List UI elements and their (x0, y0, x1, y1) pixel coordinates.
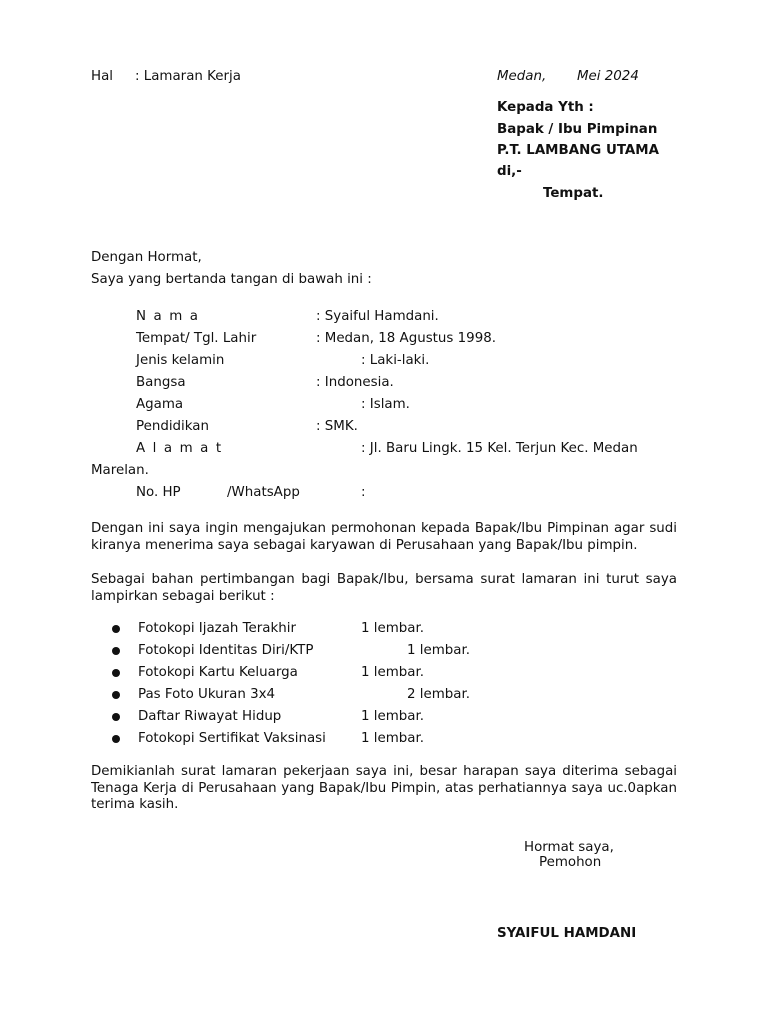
letter-place: Medan, (497, 69, 547, 84)
attachment-item-5: Daftar Riwayat Hidup (138, 709, 282, 724)
attachment-qty-2: 1 lembar. (407, 643, 471, 658)
closing-paragraph: Demikianlah surat lamaran pekerjaan saya ini, besar harapan saya diterima sebagai Tenaga Kerja di Perusahaan yang Bapak/Ibu Pimpin, atas perhatiannya saya uc.0apkan terima kasih. (91, 764, 677, 813)
signature-name: SYAIFUL HAMDANI (497, 926, 637, 941)
recipient-line-2: Bapak / Ibu Pimpinan (497, 122, 658, 137)
attachment-item-4: Pas Foto Ukuran 3x4 (138, 687, 276, 702)
identity-label-name: Nama (136, 309, 206, 324)
identity-value-address: : Jl. Baru Lingk. 15 Kel. Terjun Kec. Medan (361, 441, 638, 456)
identity-label-gender: Jenis kelamin (136, 353, 225, 368)
signature-role: Pemohon (539, 855, 602, 870)
identity-value-nation: : Indonesia. (316, 375, 394, 390)
identity-value-education: : SMK. (316, 419, 358, 434)
recipient-line-4: di,- (497, 164, 522, 179)
bullet-icon (112, 647, 120, 655)
identity-label-nation: Bangsa (136, 375, 186, 390)
subject-label: Hal (91, 69, 113, 84)
identity-value-name: : Syaiful Hamdani. (316, 309, 439, 324)
attachment-item-2: Fotokopi Identitas Diri/KTP (138, 643, 314, 658)
greeting: Dengan Hormat, (91, 250, 202, 265)
subject-value: : Lamaran Kerja (135, 69, 241, 84)
identity-label-education: Pendidikan (136, 419, 209, 434)
identity-label-phone: No. HP (136, 485, 181, 500)
identity-label-phone-whatsapp: /WhatsApp (227, 485, 300, 500)
attachment-qty-4: 2 lembar. (407, 687, 471, 702)
recipient-line-5: Tempat. (543, 186, 604, 201)
bullet-icon (112, 691, 120, 699)
identity-value-religion: : Islam. (361, 397, 410, 412)
bullet-icon (112, 713, 120, 721)
identity-label-address: Alamat (136, 441, 229, 456)
intro-line: Saya yang bertanda tangan di bawah ini : (91, 272, 372, 287)
attachment-item-6: Fotokopi Sertifikat Vaksinasi (138, 731, 326, 746)
identity-address-continuation: Marelan. (91, 463, 149, 478)
recipient-line-1: Kepada Yth : (497, 100, 594, 115)
identity-value-phone: : (361, 485, 366, 500)
bullet-icon (112, 625, 120, 633)
bullet-icon (112, 735, 120, 743)
identity-label-religion: Agama (136, 397, 184, 412)
attachment-qty-3: 1 lembar. (361, 665, 425, 680)
attachment-item-3: Fotokopi Kartu Keluarga (138, 665, 298, 680)
letter-date: Mei 2024 (577, 69, 639, 84)
attachment-item-1: Fotokopi Ijazah Terakhir (138, 621, 296, 636)
bullet-icon (112, 669, 120, 677)
body-paragraph-1: Dengan ini saya ingin mengajukan permohonan kepada Bapak/Ibu Pimpinan agar sudi kiranya menerima saya sebagai karyawan di Perusahaan yang Bapak/Ibu pimpin. (91, 521, 677, 553)
signature-regards: Hormat saya, (524, 840, 614, 855)
attachment-qty-1: 1 lembar. (361, 621, 425, 636)
recipient-company: P.T. LAMBANG UTAMA (497, 143, 659, 158)
identity-label-birth: Tempat/ Tgl. Lahir (136, 331, 257, 346)
attachment-qty-5: 1 lembar. (361, 709, 425, 724)
identity-value-birth: : Medan, 18 Agustus 1998. (316, 331, 496, 346)
body-paragraph-2: Sebagai bahan pertimbangan bagi Bapak/Ibu, bersama surat lamaran ini turut saya lampirkan sebagai berikut : (91, 572, 677, 604)
identity-value-gender: : Laki-laki. (361, 353, 430, 368)
attachment-qty-6: 1 lembar. (361, 731, 425, 746)
